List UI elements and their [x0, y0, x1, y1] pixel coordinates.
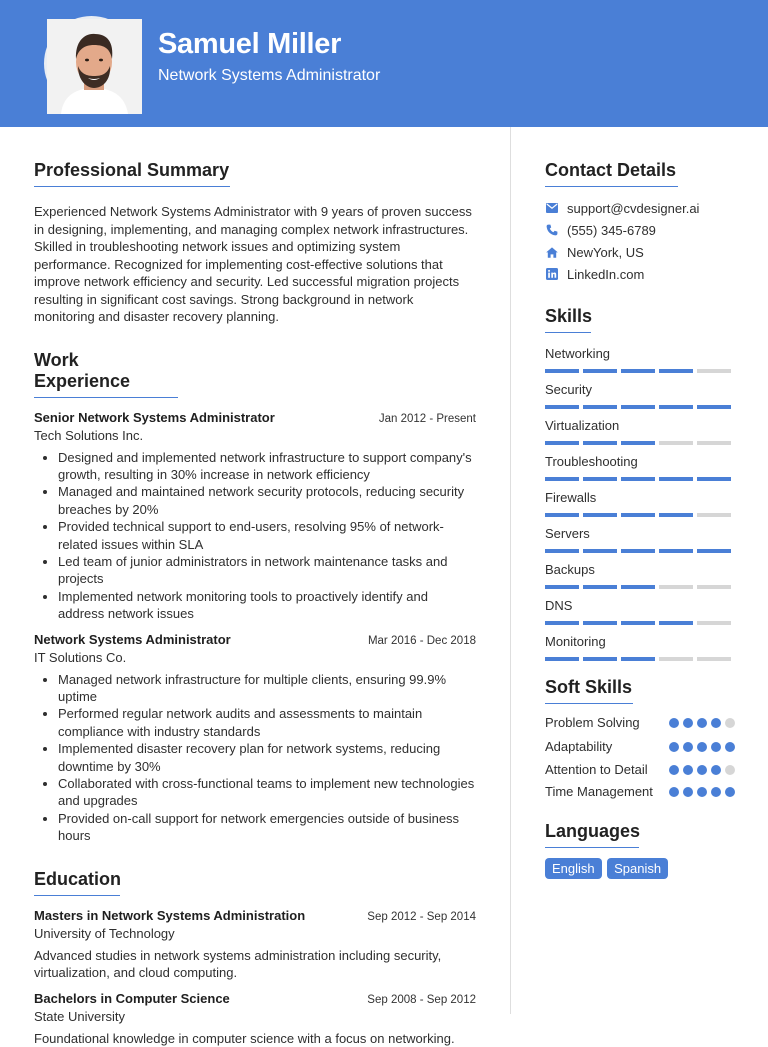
rating-dot	[683, 765, 693, 775]
contact-email[interactable]	[545, 197, 735, 219]
skill-level-segment	[621, 513, 655, 517]
skill-item	[545, 634, 735, 661]
contact-linkedin[interactable]	[545, 263, 735, 285]
soft-skill-item	[545, 714, 735, 732]
skill-level-segment	[659, 405, 693, 409]
education-date: Sep 2012 - Sep 2014	[367, 910, 476, 923]
candidate-role: Network Systems Administrator	[158, 67, 381, 84]
skill-level-segment	[583, 405, 617, 409]
contact-title: Contact Details	[545, 160, 678, 187]
skill-level-segment	[621, 621, 655, 625]
soft-skill-rating	[669, 765, 735, 775]
skill-level-segment	[697, 657, 731, 661]
rating-dot	[669, 787, 679, 797]
skill-level-bar	[545, 621, 735, 625]
home-icon	[545, 246, 558, 259]
skill-level-segment	[697, 621, 731, 625]
skill-level-segment	[545, 513, 579, 517]
skill-level-segment	[659, 441, 693, 445]
soft-skill-item	[545, 761, 735, 779]
skill-level-segment	[659, 621, 693, 625]
skill-level-segment	[583, 549, 617, 553]
rating-dot	[697, 765, 707, 775]
summary-section	[34, 160, 476, 326]
contact-location-text: NewYork, US	[567, 244, 644, 260]
rating-dot	[725, 742, 735, 752]
skill-level-bar	[545, 657, 735, 661]
skill-name: DNS	[545, 598, 573, 613]
skill-level-segment	[545, 585, 579, 589]
skill-level-segment	[545, 405, 579, 409]
rating-dot	[711, 718, 721, 728]
contact-phone[interactable]	[545, 219, 735, 241]
rating-dot	[711, 787, 721, 797]
skill-level-segment	[621, 657, 655, 661]
education-entry	[34, 908, 476, 982]
skill-level-segment	[659, 657, 693, 661]
job-date: Mar 2016 - Dec 2018	[367, 634, 476, 647]
language-badge: Spanish	[607, 858, 668, 879]
language-badge: English	[545, 858, 602, 879]
linkedin-icon	[545, 268, 558, 281]
rating-dot	[725, 765, 735, 775]
skill-level-segment	[621, 441, 655, 445]
skill-level-bar	[545, 369, 735, 373]
skill-level-segment	[583, 657, 617, 661]
skill-name: Backups	[545, 562, 595, 577]
job-header	[34, 410, 476, 425]
skill-item	[545, 346, 735, 373]
skill-level-segment	[697, 441, 731, 445]
skill-level-segment	[621, 477, 655, 481]
skill-item	[545, 598, 735, 625]
rating-dot	[725, 718, 735, 728]
skill-level-bar	[545, 441, 735, 445]
education-school: University of Technology	[34, 925, 175, 941]
languages-list	[545, 858, 735, 879]
column-divider	[510, 127, 511, 1014]
job-entry	[34, 410, 476, 623]
skill-name: Troubleshooting	[545, 454, 638, 469]
job-company: Tech Solutions Inc.	[34, 427, 144, 443]
skills-title: Skills	[545, 306, 591, 333]
header-banner	[0, 0, 768, 127]
job-header	[34, 632, 476, 647]
soft-skill-name: Time Management	[545, 783, 653, 799]
email-icon	[545, 202, 558, 215]
job-bullet: • Provided on-call support for network emergencies outside of business hours	[58, 810, 476, 845]
job-company: IT Solutions Co.	[34, 649, 127, 665]
job-bullet: • Managed network infrastructure for multiple clients, ensuring 99.9% uptime	[58, 671, 476, 706]
skill-item	[545, 382, 735, 409]
soft-skill-rating	[669, 718, 735, 728]
skills-section	[545, 306, 735, 661]
candidate-name: Samuel Miller	[158, 28, 342, 60]
rating-dot	[669, 765, 679, 775]
experience-section	[34, 350, 476, 845]
skill-level-segment	[621, 405, 655, 409]
education-header	[34, 991, 476, 1006]
education-description: Advanced studies in network systems administration including security, virtualization, and cloud computing.	[34, 947, 442, 981]
soft-skill-rating	[669, 742, 735, 752]
skill-level-segment	[545, 477, 579, 481]
rating-dot	[697, 718, 707, 728]
rating-dot	[683, 718, 693, 728]
skill-name: Security	[545, 382, 592, 397]
job-bullet: • Performed regular network audits and assessments to maintain compliance with industry standards	[58, 705, 476, 740]
skill-level-segment	[697, 477, 731, 481]
skill-item	[545, 490, 735, 517]
soft-skill-name: Problem Solving	[545, 715, 640, 730]
education-section	[34, 869, 476, 1047]
skill-level-segment	[659, 549, 693, 553]
languages-section	[545, 821, 735, 879]
skill-level-bar	[545, 477, 735, 481]
soft-skill-rating	[669, 787, 735, 797]
contact-section	[545, 160, 735, 285]
skill-level-segment	[697, 585, 731, 589]
skill-level-segment	[621, 369, 655, 373]
job-bullet: • Provided technical support to end-users, resolving 95% of network-related issues within SLA	[58, 518, 476, 553]
experience-title: Work Experience	[34, 350, 178, 398]
skill-level-segment	[697, 405, 731, 409]
skill-name: Virtualization	[545, 418, 620, 433]
skills-list	[545, 346, 735, 661]
contact-list	[545, 197, 735, 285]
skill-level-segment	[621, 549, 655, 553]
skill-level-segment	[583, 369, 617, 373]
education-date: Sep 2008 - Sep 2012	[367, 993, 476, 1006]
education-title: Education	[34, 869, 120, 896]
rating-dot	[683, 742, 693, 752]
skill-level-segment	[545, 621, 579, 625]
skill-level-segment	[545, 549, 579, 553]
rating-dot	[669, 718, 679, 728]
rating-dot	[697, 787, 707, 797]
skill-level-segment	[545, 657, 579, 661]
skill-level-segment	[583, 441, 617, 445]
skill-level-segment	[697, 549, 731, 553]
skill-level-segment	[583, 585, 617, 589]
soft-skill-name: Adaptability	[545, 738, 613, 754]
rating-dot	[711, 742, 721, 752]
job-bullets	[34, 449, 476, 623]
skill-item	[545, 526, 735, 553]
education-entry	[34, 991, 476, 1047]
skill-level-bar	[545, 585, 735, 589]
soft-skill-item	[545, 738, 735, 756]
skill-level-bar	[545, 549, 735, 553]
skill-name: Firewalls	[545, 490, 597, 505]
job-bullet: • Collaborated with cross-functional teams to implement new technologies and upgrades	[58, 775, 476, 810]
soft-skill-item	[545, 783, 735, 801]
contact-phone-text: (555) 345-6789	[567, 222, 656, 238]
education-header	[34, 908, 476, 923]
profile-photo	[44, 16, 139, 111]
soft-skill-name: Attention to Detail	[545, 762, 648, 777]
soft-skills-title: Soft Skills	[545, 677, 633, 704]
phone-icon	[545, 224, 558, 237]
skill-level-segment	[697, 513, 731, 517]
skill-item	[545, 454, 735, 481]
job-bullet: • Managed and maintained network security protocols, reducing security breaches by 20%	[58, 483, 476, 518]
summary-text: Experienced Network Systems Administrator with 9 years of proven success in designing, implementing, and managing complex network infrastructures. Skilled in troubleshooting network issues and optimizing system performance. Recognized for implementing cost-effective solutions that improve network efficiency and security. Led successful migration projects resulting in significant cost savings. Strong background in network monitoring and disaster recovery planning.	[34, 204, 472, 324]
contact-location	[545, 241, 735, 263]
rating-dot	[683, 787, 693, 797]
skill-level-segment	[659, 513, 693, 517]
skill-name: Servers	[545, 526, 590, 541]
summary-title: Professional Summary	[34, 160, 230, 187]
skill-level-segment	[583, 621, 617, 625]
job-bullet: • Implemented network monitoring tools to proactively identify and address network issues	[58, 588, 476, 623]
skill-level-segment	[545, 441, 579, 445]
education-school: State University	[34, 1008, 126, 1024]
skill-level-segment	[659, 585, 693, 589]
main-column	[34, 127, 476, 1047]
job-date: Jan 2012 - Present	[378, 412, 476, 425]
soft-skills-section	[545, 677, 735, 800]
rating-dot	[725, 787, 735, 797]
sidebar-column	[545, 127, 735, 879]
skill-level-segment	[621, 585, 655, 589]
contact-linkedin-text: LinkedIn.com	[567, 266, 645, 282]
job-bullet: • Implemented disaster recovery plan for network systems, reducing downtime by 30%	[58, 740, 476, 775]
skill-level-segment	[545, 369, 579, 373]
profile-photo-illustration	[47, 19, 142, 114]
skill-level-segment	[659, 369, 693, 373]
rating-dot	[697, 742, 707, 752]
job-bullet: • Designed and implemented network infrastructure to support company's growth, resulting in 30% increase in network efficiency	[58, 449, 476, 484]
skill-level-segment	[697, 369, 731, 373]
job-bullet: • Led team of junior administrators in network maintenance tasks and projects	[58, 553, 476, 588]
job-title: Senior Network Systems Administrator	[34, 409, 275, 425]
skill-level-bar	[545, 513, 735, 517]
skill-name: Monitoring	[545, 634, 606, 649]
rating-dot	[711, 765, 721, 775]
job-title: Network Systems Administrator	[34, 631, 231, 647]
skill-item	[545, 562, 735, 589]
contact-email-text: support@cvdesigner.ai	[567, 200, 700, 216]
skill-item	[545, 418, 735, 445]
skill-level-bar	[545, 405, 735, 409]
skill-level-segment	[583, 513, 617, 517]
skill-name: Networking	[545, 346, 611, 361]
languages-title: Languages	[545, 821, 639, 848]
education-description: Foundational knowledge in computer science with a focus on networking.	[34, 1030, 455, 1046]
job-bullets	[34, 671, 476, 845]
skill-level-segment	[583, 477, 617, 481]
rating-dot	[669, 742, 679, 752]
skill-level-segment	[659, 477, 693, 481]
job-entry	[34, 632, 476, 845]
education-degree: Masters in Network Systems Administration	[34, 907, 306, 923]
soft-skills-list	[545, 714, 735, 800]
education-degree: Bachelors in Computer Science	[34, 990, 230, 1006]
